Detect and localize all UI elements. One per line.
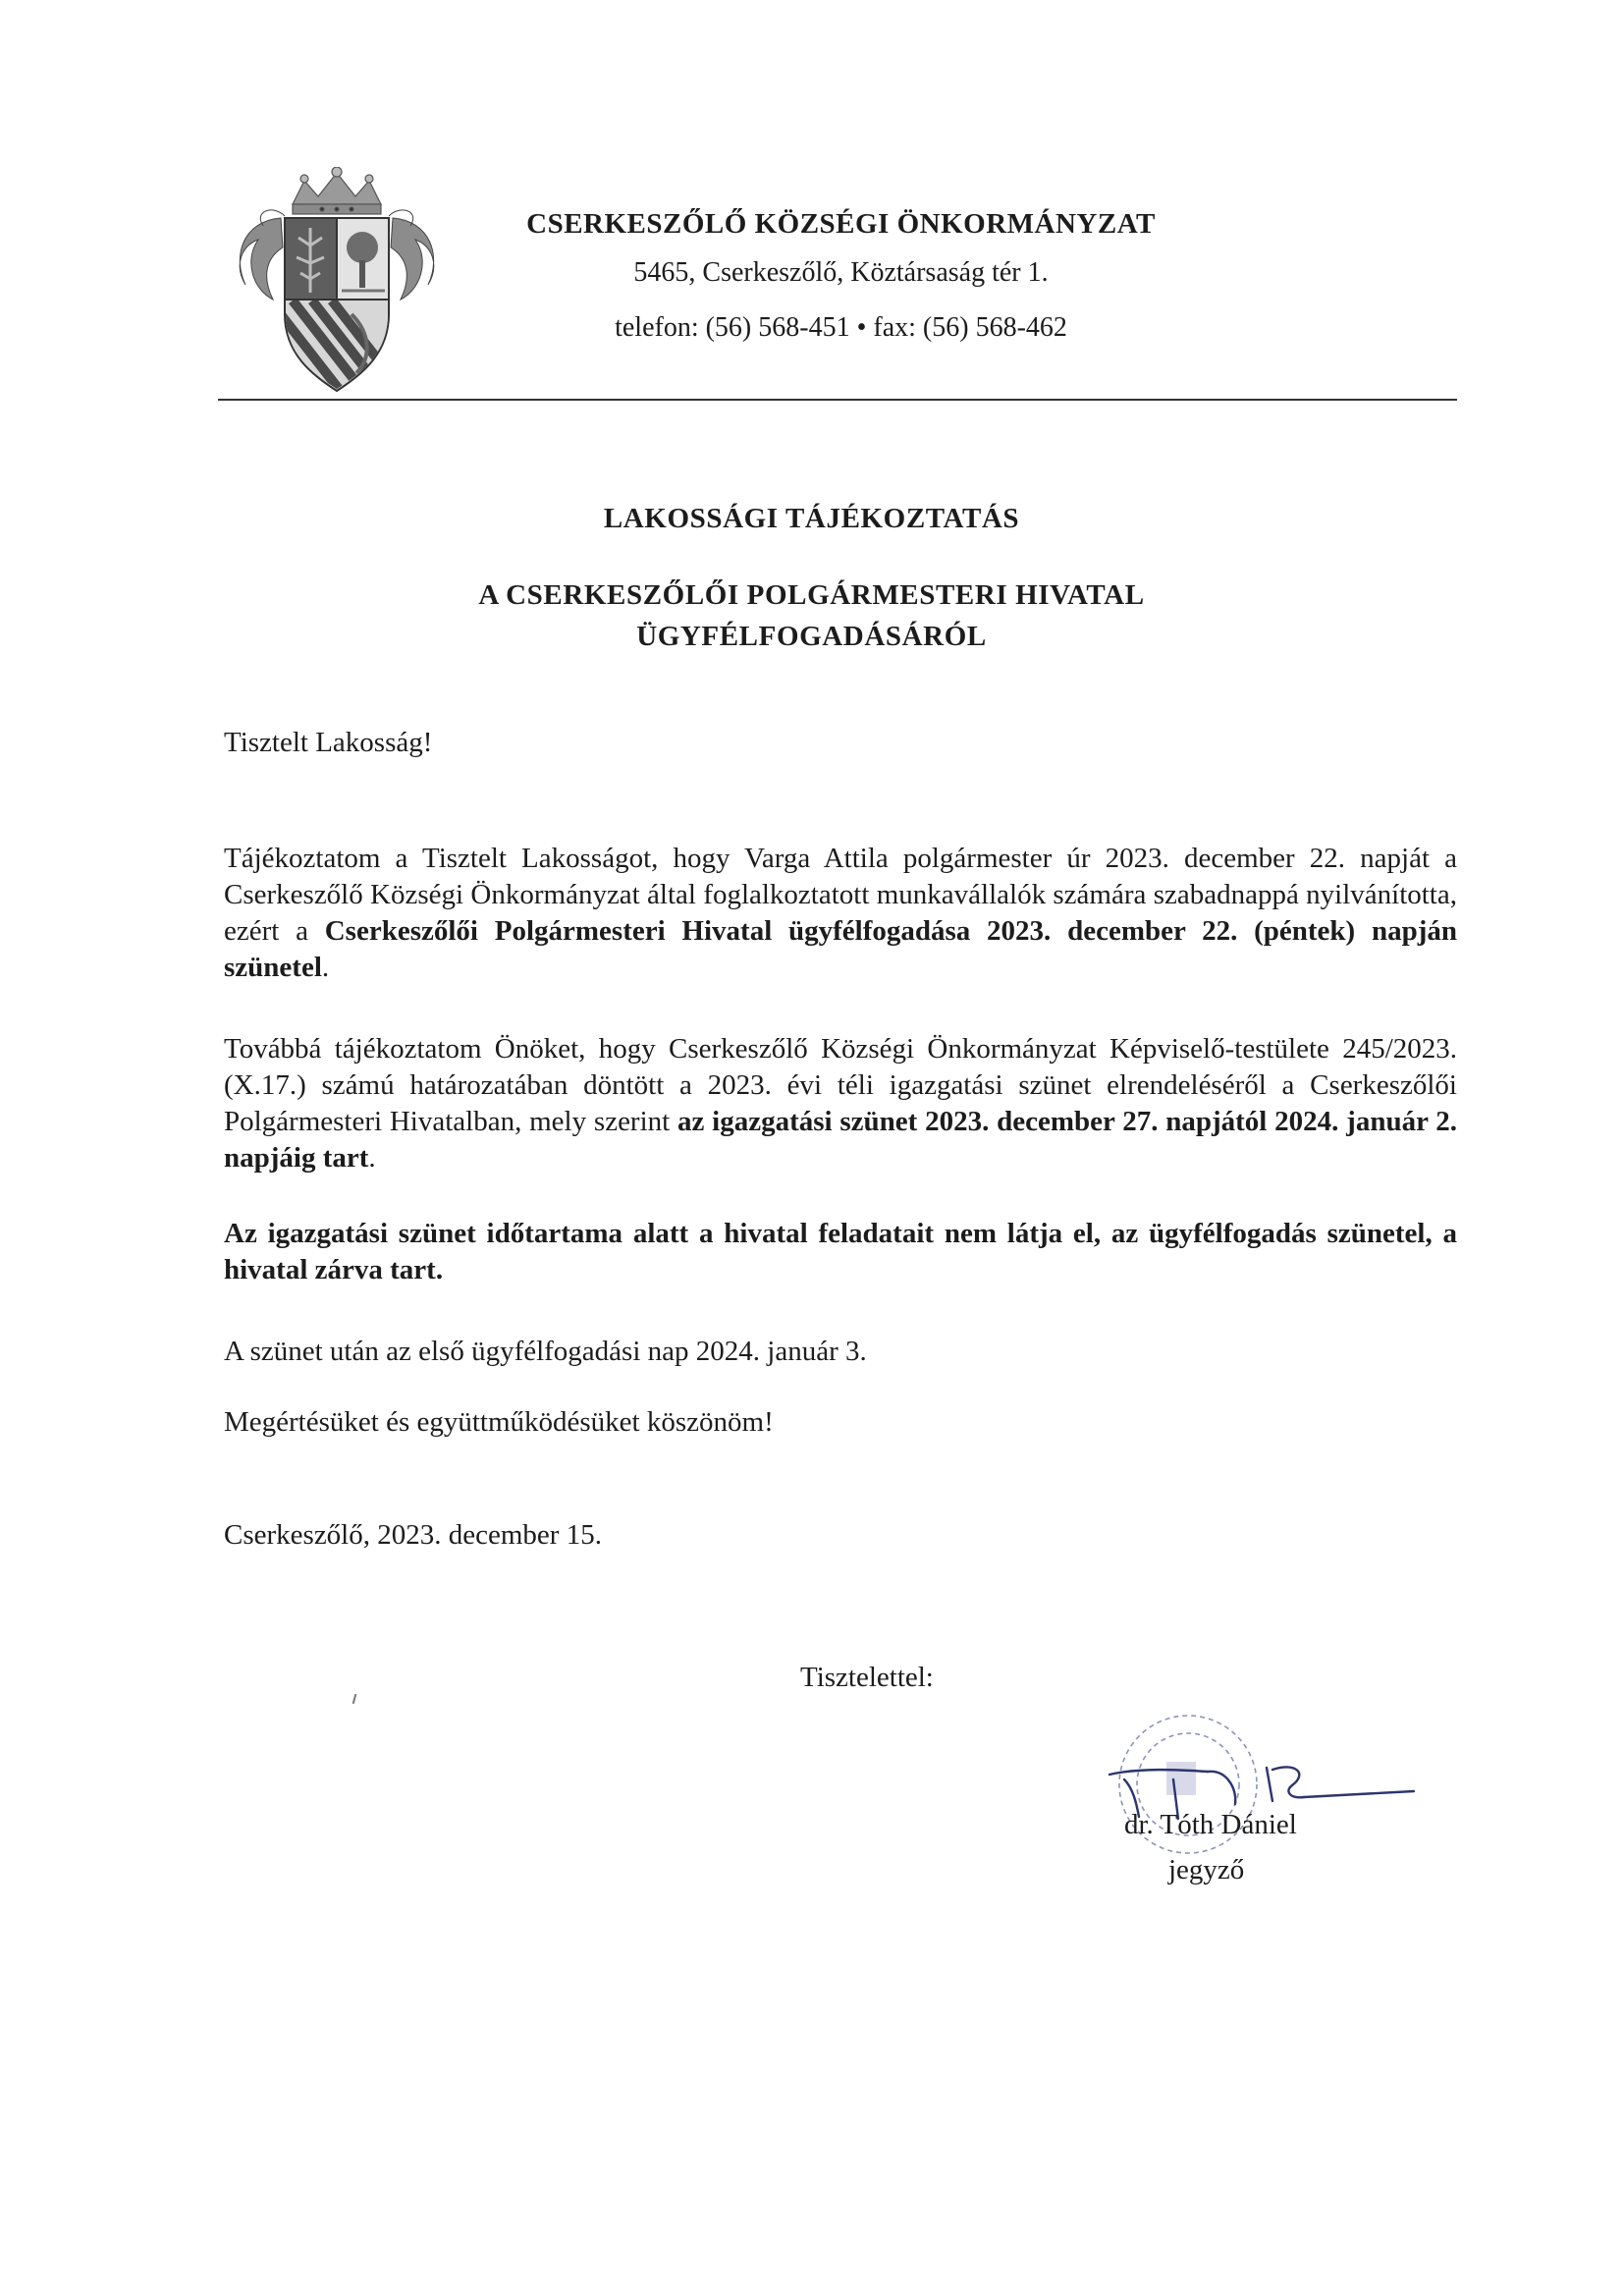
shield-icon (273, 218, 401, 394)
stamp-and-signature (1080, 1691, 1434, 1887)
paragraph-day-off (224, 841, 1457, 986)
paragraph-office-closed: Az igazgatási szünet időtartama alatt a hivatal feladatait nem látja el, az ügyfélfogadás szünetel, a hivatal zárva tart. (224, 1218, 1457, 1285)
salutation: Tisztelt Lakosság! (224, 727, 433, 758)
letterhead-divider (218, 399, 1457, 401)
paragraph-thanks: Megértésüket és együttműködésüket köszönöm! (224, 1406, 774, 1438)
closing-greeting: Tisztelettel: (800, 1662, 934, 1693)
paragraph-day-off-end: . (321, 952, 330, 983)
organization-name: CSERKESZŐLŐ KÖZSÉGI ÖNKORMÁNYZAT (526, 208, 1156, 240)
scan-mark (352, 1694, 357, 1704)
signatory-title: jegyző (1168, 1854, 1245, 1886)
paragraph-administrative-break (224, 1031, 1457, 1176)
notice-subtitle-line-1: A CSERKESZŐLŐI POLGÁRMESTERI HIVATAL (478, 579, 1145, 611)
paragraph-break-text: Továbbá tájékoztatom Önöket, hogy Cserkeszőlő Községi Önkormányzat Képviselő-testülete 245/2023.(X.17.) számú határozatában döntött a 2023. évi téli igazgatási szünet elrendeléséről a Cserkeszőlői Polgármesteri Hivatalban, mely szerint (224, 1033, 1457, 1137)
organization-contact: telefon: (56) 568-451 • fax: (56) 568-462 (615, 312, 1067, 343)
crown-icon (293, 167, 381, 214)
paragraph-day-off-text: Tájékoztatom a Tisztelt Lakosságot, hogy Varga Attila polgármester úr 2023. december 22. napját a Cserkeszőlő Községi Önkormányzat által foglalkoztatott munkavállalók számára szabadnappá nyilvánította, ezért a (224, 843, 1457, 947)
notice-subtitle-line-2: ÜGYFÉLFOGADÁSÁRÓL (636, 621, 987, 652)
paragraph-break-end: . (368, 1142, 376, 1174)
signatory-name: dr. Tóth Dániel (1124, 1809, 1297, 1840)
organization-address: 5465, Cserkeszőlő, Köztársaság tér 1. (633, 257, 1049, 288)
notice-title: LAKOSSÁGI TÁJÉKOZTATÁS (603, 503, 1020, 534)
paragraph-first-day: A szünet után az első ügyfélfogadási nap 2024. január 3. (224, 1336, 867, 1367)
paragraph-break-bold: az igazgatási szünet 2023. december 27. napjától 2024. január 2. napjáig tart (224, 1106, 1457, 1174)
paragraph-day-off-bold: Cserkeszőlői Polgármesteri Hivatal ügyfélfogadása 2023. december 22. (péntek) napján szünetel (224, 915, 1457, 983)
place-and-date: Cserkeszőlő, 2023. december 15. (224, 1519, 602, 1551)
